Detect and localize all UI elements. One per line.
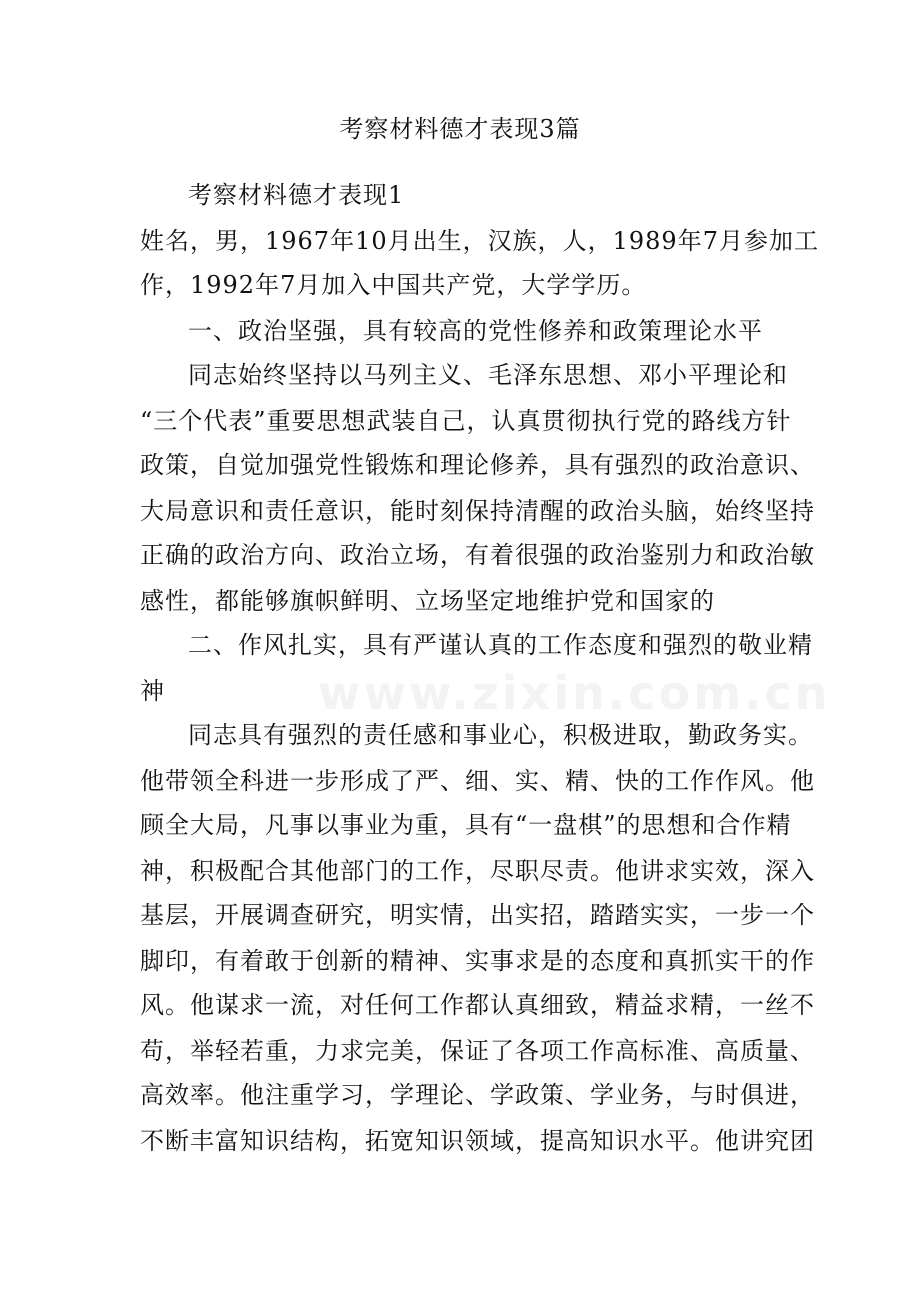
text-line: 苟，举轻若重，力求完美，保证了各项工作高标准、高质量、 [140,1037,815,1065]
text-line: 同志始终坚持以马列主义、毛泽东思想、邓小平理论和 [188,361,788,389]
text-line: 高效率。他注重学习，学理论、学政策、学业务，与时俱进， [140,1081,815,1109]
document-title: 考察材料德才表现3篇 [339,115,581,143]
paragraph-heading-1: 一、政治坚强，具有较高的党性修养和政策理论水平 [188,317,763,345]
text-line: 脚印，有着敢于创新的精神、实事求是的态度和真抓实干的作 [140,947,815,975]
text-line: 同志具有强烈的责任感和事业心，积极进取，勤政务实。 [188,721,813,749]
watermark: www.zixin.com.cn [318,666,831,720]
text-line: “三个代表”重要思想武装自己，认真贯彻执行党的路线方针 [140,407,792,435]
text-line: 基层，开展调查研究，明实情，出实招，踏踏实实，一步一个 [140,901,815,929]
section-heading-1: 考察材料德才表现1 [188,181,405,209]
text-line: 他带领全科进一步形成了严、细、实、精、快的工作作风。他 [140,767,815,795]
text-line: 姓名，男，1967年10月出生，汉族，人，1989年7月参加工 [140,227,819,255]
text-line: 顾全大局，凡事以事业为重，具有“一盘棋”的思想和合作精 [140,811,792,839]
text-line: 风。他谋求一流，对任何工作都认真细致，精益求精，一丝不 [140,991,815,1019]
text-line: 神 [140,677,165,705]
text-line: 不断丰富知识结构，拓宽知识领域，提高知识水平。他讲究团 [140,1127,815,1155]
text-line: 政策，自觉加强党性锻炼和理论修养，具有强烈的政治意识、 [140,451,815,479]
text-line: 神，积极配合其他部门的工作，尽职尽责。他讲求实效，深入 [140,857,815,885]
text-line: 正确的政治方向、政治立场，有着很强的政治鉴别力和政治敏 [140,541,815,569]
text-line: 作，1992年7月加入中国共产党，大学学历。 [140,271,647,299]
paragraph-heading-2: 二、作风扎实，具有严谨认真的工作态度和强烈的敬业精 [188,631,813,659]
text-line: 感性，都能够旗帜鲜明、立场坚定地维护党和国家的 [140,587,715,615]
text-line: 大局意识和责任意识，能时刻保持清醒的政治头脑，始终坚持 [140,497,815,525]
